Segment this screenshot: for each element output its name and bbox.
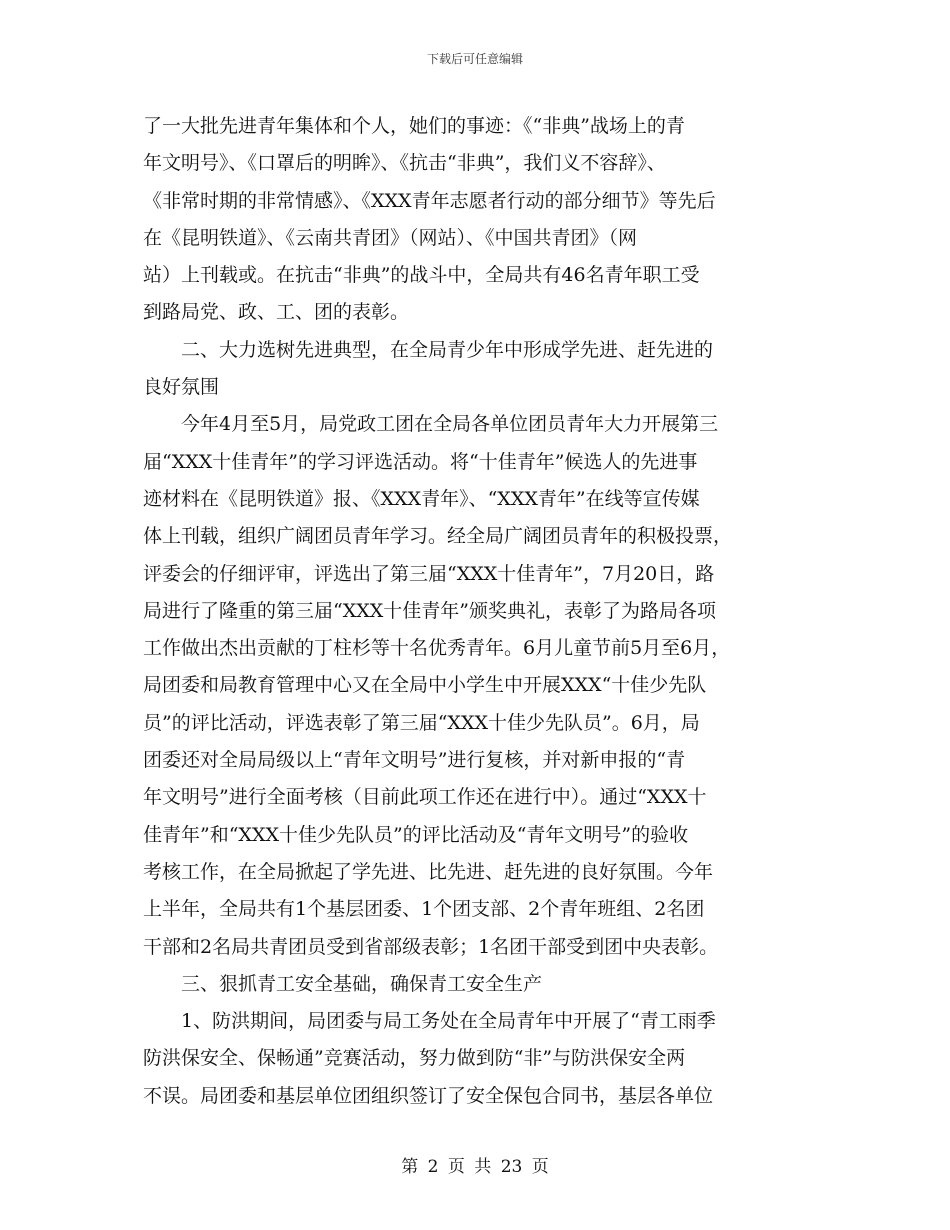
text-line: 干部和2名局共青团员受到省部级表彰；1名团干部受到团中央表彰。 bbox=[143, 935, 719, 958]
text-line: 了一大批先进青年集体和个人，她们的事迹：《“非典”战场上的青 bbox=[143, 115, 685, 137]
text-line: 员”的评比活动，评选表彰了第三届“XXX十佳少先队员”。6月，局 bbox=[143, 711, 700, 734]
text-line: 工作做出杰出贡献的丁柱杉等十名优秀青年。6月儿童节前5月至6月， bbox=[143, 637, 731, 660]
text-line: 《非常时期的非常情感》、《XXX青年志愿者行动的部分细节》等先后 bbox=[143, 189, 716, 212]
text-line: 局团委和局教育管理中心又在全局中小学生中开展XXX“十佳少先队 bbox=[143, 674, 707, 697]
text-line: 年文明号》、《口罩后的明眸》、《抗击“非典”，我们义不容辞》、 bbox=[143, 152, 666, 175]
text-line: 评委会的仔细评审，评选出了第三届“XXX十佳青年”，7月20日，路 bbox=[143, 562, 715, 585]
text-line: 局进行了隆重的第三届“XXX十佳青年”颁奖典礼，表彰了为路局各项 bbox=[143, 599, 717, 622]
page-number: 第 2 页 共 23 页 bbox=[401, 1157, 549, 1177]
section-heading: 二、大力选树先进典型，在全局青少年中形成学先进、赶先进的 bbox=[181, 338, 714, 361]
text-line: 站）上刊载或。在抗击“非典”的战斗中，全局共有46名青年职工受 bbox=[143, 264, 700, 287]
text-line: 年文明号”进行全面考核（目前此项工作还在进行中）。通过“XXX十 bbox=[143, 786, 707, 809]
text-line: 佳青年”和“XXX十佳少先队员”的评比活动及“青年文明号”的验收 bbox=[143, 823, 689, 846]
page-header-note: 下载后可任意编辑 bbox=[426, 52, 523, 66]
section-heading: 三、狠抓青工安全基础，确保青工安全生产 bbox=[181, 972, 543, 995]
text-line: 在《昆明铁道》、《云南共青团》（网站）、《中国共青团》（网 bbox=[143, 226, 638, 249]
section-heading-cont: 良好氛围 bbox=[143, 376, 220, 399]
text-line: 今年4月至5月，局党政工团在全局各单位团员青年大力开展第三 bbox=[181, 413, 719, 436]
text-line: 迹材料在《昆明铁道》报、《XXX青年》、“XXX青年”在线等宣传媒 bbox=[143, 487, 700, 510]
text-line: 不误。局团委和基层单位团组织签订了安全保包合同书，基层各单位 bbox=[143, 1084, 714, 1107]
text-line: 届“XXX十佳青年”的学习评选活动。将“十佳青年”候选人的先进事 bbox=[143, 450, 698, 473]
text-line: 到路局党、政、工、团的表彰。 bbox=[143, 301, 410, 324]
text-line: 防洪保安全、保畅通”竞赛活动，努力做到防“非”与防洪保安全两 bbox=[143, 1047, 686, 1070]
document-body bbox=[143, 108, 815, 1115]
text-line: 团委还对全局局级以上“青年文明号”进行复核，并对新申报的“青 bbox=[143, 749, 686, 772]
text-line: 上半年，全局共有1个基层团委、1个团支部、2个青年班组、2名团 bbox=[143, 898, 705, 921]
text-line: 考核工作，在全局掀起了学先进、比先进、赶先进的良好氛围。今年 bbox=[143, 860, 714, 883]
text-line: 1、防洪期间，局团委与局工务处在全局青年中开展了“青工雨季 bbox=[181, 1010, 716, 1033]
text-line: 体上刊载，组织广阔团员青年学习。经全局广阔团员青年的积极投票， bbox=[143, 525, 733, 548]
